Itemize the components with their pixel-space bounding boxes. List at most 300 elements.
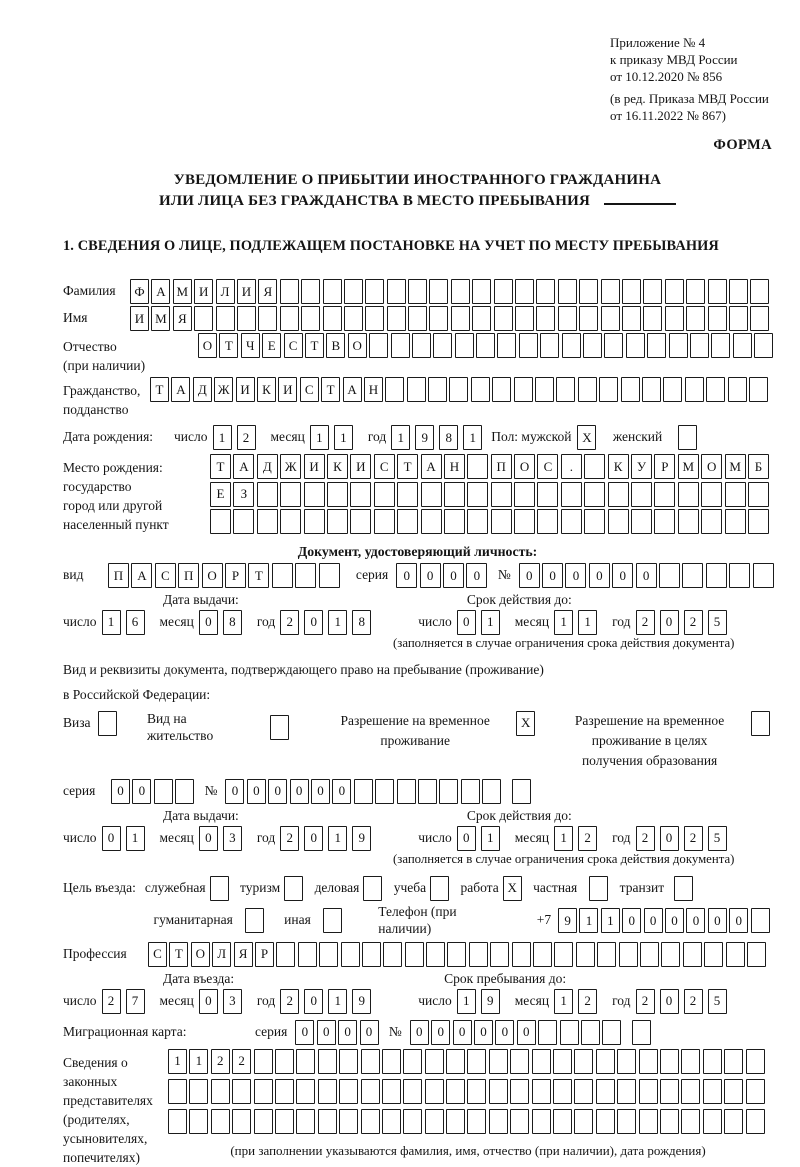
char-cell[interactable] [397,482,418,507]
char-cell[interactable]: 2 [636,610,655,635]
char-cell[interactable] [596,1109,615,1134]
char-cell[interactable] [661,942,680,967]
char-cell[interactable] [724,1109,743,1134]
char-cell[interactable] [467,1079,486,1104]
char-cell[interactable]: 0 [466,563,487,588]
char-cell[interactable] [601,306,620,331]
char-cell[interactable]: 0 [443,563,464,588]
char-cell[interactable]: 0 [304,989,323,1014]
char-cell[interactable] [514,509,535,534]
char-cell[interactable] [491,482,512,507]
char-cell[interactable] [365,279,384,304]
char-cell[interactable] [304,482,325,507]
char-cell[interactable]: 2 [237,425,256,450]
char-cell[interactable] [382,1079,401,1104]
char-cell[interactable] [512,942,531,967]
char-cell[interactable] [639,1079,658,1104]
char-cell[interactable] [383,942,402,967]
char-cell[interactable]: 9 [352,989,371,1014]
char-cell[interactable] [643,279,662,304]
char-cell[interactable]: 2 [211,1049,230,1074]
char-cell[interactable] [726,942,745,967]
char-cell[interactable]: О [198,333,217,358]
char-cell[interactable] [746,1049,765,1074]
char-cell[interactable]: 0 [199,826,218,851]
char-cell[interactable] [467,1049,486,1074]
char-cell[interactable]: 2 [684,826,703,851]
char-cell[interactable] [750,306,769,331]
char-cell[interactable] [469,942,488,967]
char-cell[interactable] [403,1109,422,1134]
char-cell[interactable]: М [151,306,170,331]
char-cell[interactable]: И [236,377,255,402]
char-cell[interactable]: Р [255,942,274,967]
char-cell[interactable]: А [421,454,442,479]
char-cell[interactable]: 1 [554,826,573,851]
char-cell[interactable] [663,377,682,402]
char-cell[interactable]: 0 [660,989,679,1014]
char-cell[interactable] [669,333,688,358]
char-cell[interactable] [701,509,722,534]
char-cell[interactable] [385,377,404,402]
char-cell[interactable] [296,1079,315,1104]
char-cell[interactable]: 1 [554,989,573,1014]
char-cell[interactable]: Я [258,279,277,304]
char-cell[interactable] [232,1079,251,1104]
char-cell[interactable]: 0 [660,610,679,635]
char-cell[interactable] [510,1079,529,1104]
char-cell[interactable]: 2 [684,610,703,635]
char-cell[interactable] [189,1109,208,1134]
char-cell[interactable]: 1 [328,610,347,635]
char-cell[interactable]: 0 [199,610,218,635]
char-cell[interactable] [681,1079,700,1104]
char-cell[interactable]: Л [212,942,231,967]
char-cell[interactable]: 1 [601,908,620,933]
char-cell[interactable]: 1 [126,826,145,851]
char-cell[interactable] [425,1049,444,1074]
char-cell[interactable] [750,279,769,304]
char-cell[interactable] [660,1079,679,1104]
char-cell[interactable] [660,1049,679,1074]
char-cell[interactable]: А [171,377,190,402]
char-cell[interactable] [175,779,194,804]
edu-residence-checkbox-cell[interactable] [751,711,770,736]
char-cell[interactable] [327,482,348,507]
char-cell[interactable]: 0 [660,826,679,851]
char-cell[interactable]: 1 [168,1049,187,1074]
char-cell[interactable] [725,482,746,507]
char-cell[interactable] [280,279,299,304]
char-cell[interactable] [751,908,770,933]
char-cell[interactable] [599,377,618,402]
char-cell[interactable] [622,279,641,304]
char-cell[interactable]: С [148,942,167,967]
char-cell[interactable] [560,1020,579,1045]
char-cell[interactable] [318,1049,337,1074]
char-cell[interactable]: 0 [295,1020,314,1045]
char-cell[interactable] [257,509,278,534]
char-cell[interactable]: 0 [665,908,684,933]
char-cell[interactable]: 3 [223,826,242,851]
char-cell[interactable] [444,509,465,534]
char-cell[interactable] [729,563,750,588]
char-cell[interactable] [304,509,325,534]
char-cell[interactable]: Т [210,454,231,479]
char-cell[interactable]: 1 [189,1049,208,1074]
char-cell[interactable] [301,279,320,304]
char-cell[interactable] [561,509,582,534]
char-cell[interactable] [494,306,513,331]
purpose-tourism-cell[interactable] [284,876,303,901]
char-cell[interactable] [476,333,495,358]
char-cell[interactable] [339,1109,358,1134]
char-cell[interactable]: С [537,454,558,479]
char-cell[interactable]: 9 [481,989,500,1014]
char-cell[interactable] [746,1079,765,1104]
char-cell[interactable] [455,333,474,358]
char-cell[interactable] [301,306,320,331]
char-cell[interactable]: Н [364,377,383,402]
char-cell[interactable]: Я [234,942,253,967]
char-cell[interactable]: 1 [554,610,573,635]
char-cell[interactable] [724,1079,743,1104]
char-cell[interactable] [280,306,299,331]
char-cell[interactable]: 0 [474,1020,493,1045]
char-cell[interactable] [686,279,705,304]
char-cell[interactable] [272,563,293,588]
char-cell[interactable]: 0 [332,779,351,804]
char-cell[interactable] [318,1079,337,1104]
char-cell[interactable] [494,279,513,304]
char-cell[interactable]: 0 [420,563,441,588]
char-cell[interactable] [257,482,278,507]
char-cell[interactable] [558,279,577,304]
char-cell[interactable] [746,1109,765,1134]
char-cell[interactable]: 1 [328,989,347,1014]
char-cell[interactable]: 3 [223,989,242,1014]
char-cell[interactable] [211,1109,230,1134]
char-cell[interactable] [754,333,773,358]
char-cell[interactable] [617,1079,636,1104]
char-cell[interactable] [446,1049,465,1074]
char-cell[interactable]: Н [444,454,465,479]
char-cell[interactable] [319,942,338,967]
char-cell[interactable] [584,454,605,479]
char-cell[interactable]: Б [748,454,769,479]
char-cell[interactable] [280,482,301,507]
char-cell[interactable]: О [202,563,223,588]
char-cell[interactable] [647,333,666,358]
char-cell[interactable] [704,942,723,967]
char-cell[interactable] [708,306,727,331]
char-cell[interactable] [512,779,531,804]
char-cell[interactable] [701,482,722,507]
char-cell[interactable] [449,377,468,402]
char-cell[interactable] [654,509,675,534]
char-cell[interactable]: 2 [280,610,299,635]
char-cell[interactable]: И [194,279,213,304]
char-cell[interactable]: 0 [311,779,330,804]
char-cell[interactable] [532,1079,551,1104]
purpose-private-cell[interactable] [589,876,608,901]
char-cell[interactable] [597,942,616,967]
char-cell[interactable]: Р [225,563,246,588]
char-cell[interactable] [211,1079,230,1104]
char-cell[interactable] [584,509,605,534]
char-cell[interactable] [295,563,316,588]
char-cell[interactable] [254,1049,273,1074]
char-cell[interactable]: 8 [439,425,458,450]
char-cell[interactable]: А [131,563,152,588]
char-cell[interactable] [643,306,662,331]
char-cell[interactable] [444,482,465,507]
char-cell[interactable]: П [178,563,199,588]
char-cell[interactable]: С [284,333,303,358]
char-cell[interactable]: 2 [102,989,121,1014]
purpose-humanitarian-cell[interactable] [245,908,264,933]
char-cell[interactable]: А [151,279,170,304]
char-cell[interactable]: 0 [199,989,218,1014]
char-cell[interactable] [319,563,340,588]
char-cell[interactable] [537,509,558,534]
char-cell[interactable] [426,942,445,967]
char-cell[interactable]: 9 [558,908,577,933]
sex-male-checkbox-cell[interactable]: X [577,425,596,450]
char-cell[interactable] [596,1079,615,1104]
char-cell[interactable]: 0 [132,779,151,804]
char-cell[interactable] [350,509,371,534]
char-cell[interactable]: 1 [578,610,597,635]
char-cell[interactable] [344,279,363,304]
char-cell[interactable]: 0 [304,826,323,851]
char-cell[interactable] [631,509,652,534]
char-cell[interactable] [403,1079,422,1104]
char-cell[interactable] [327,509,348,534]
char-cell[interactable] [514,377,533,402]
char-cell[interactable] [391,333,410,358]
char-cell[interactable] [553,1079,572,1104]
char-cell[interactable] [514,482,535,507]
char-cell[interactable] [189,1079,208,1104]
char-cell[interactable] [350,482,371,507]
char-cell[interactable] [275,1049,294,1074]
char-cell[interactable]: 0 [102,826,121,851]
char-cell[interactable] [339,1049,358,1074]
char-cell[interactable] [275,1109,294,1134]
char-cell[interactable] [233,509,254,534]
char-cell[interactable] [296,1049,315,1074]
char-cell[interactable] [439,779,458,804]
char-cell[interactable]: 7 [126,989,145,1014]
char-cell[interactable] [536,279,555,304]
char-cell[interactable]: 0 [290,779,309,804]
char-cell[interactable]: 0 [247,779,266,804]
char-cell[interactable]: 0 [457,610,476,635]
char-cell[interactable] [344,306,363,331]
char-cell[interactable] [665,306,684,331]
char-cell[interactable]: И [278,377,297,402]
purpose-business-cell[interactable] [363,876,382,901]
char-cell[interactable] [556,377,575,402]
char-cell[interactable] [554,942,573,967]
char-cell[interactable]: 0 [410,1020,429,1045]
char-cell[interactable]: 1 [579,908,598,933]
char-cell[interactable] [382,1049,401,1074]
char-cell[interactable]: Ч [241,333,260,358]
char-cell[interactable]: 0 [729,908,748,933]
char-cell[interactable]: 2 [578,826,597,851]
char-cell[interactable] [275,1079,294,1104]
char-cell[interactable] [298,942,317,967]
char-cell[interactable] [403,1049,422,1074]
char-cell[interactable] [341,942,360,967]
char-cell[interactable] [601,279,620,304]
char-cell[interactable] [690,333,709,358]
char-cell[interactable] [640,942,659,967]
char-cell[interactable] [553,1109,572,1134]
sex-female-checkbox-cell[interactable] [678,425,697,450]
char-cell[interactable] [748,482,769,507]
char-cell[interactable] [467,454,488,479]
char-cell[interactable] [678,509,699,534]
char-cell[interactable] [703,1109,722,1134]
char-cell[interactable]: 5 [708,989,727,1014]
char-cell[interactable]: 0 [338,1020,357,1045]
char-cell[interactable] [451,279,470,304]
char-cell[interactable]: О [191,942,210,967]
char-cell[interactable]: 9 [352,826,371,851]
char-cell[interactable]: 1 [457,989,476,1014]
char-cell[interactable]: М [173,279,192,304]
char-cell[interactable] [711,333,730,358]
char-cell[interactable]: У [631,454,652,479]
char-cell[interactable] [659,563,680,588]
char-cell[interactable]: Е [210,482,231,507]
char-cell[interactable] [375,779,394,804]
char-cell[interactable]: 1 [481,826,500,851]
char-cell[interactable] [451,306,470,331]
char-cell[interactable]: 1 [481,610,500,635]
char-cell[interactable]: 0 [495,1020,514,1045]
char-cell[interactable] [561,482,582,507]
char-cell[interactable] [361,1109,380,1134]
char-cell[interactable] [374,509,395,534]
char-cell[interactable]: С [374,454,395,479]
char-cell[interactable]: Т [219,333,238,358]
char-cell[interactable]: Е [262,333,281,358]
char-cell[interactable] [446,1079,465,1104]
char-cell[interactable]: К [327,454,348,479]
char-cell[interactable]: Ж [280,454,301,479]
char-cell[interactable]: А [343,377,362,402]
char-cell[interactable] [632,1020,651,1045]
char-cell[interactable]: 6 [126,610,145,635]
char-cell[interactable] [280,509,301,534]
char-cell[interactable] [747,942,766,967]
char-cell[interactable]: 9 [415,425,434,450]
char-cell[interactable] [576,942,595,967]
char-cell[interactable] [579,306,598,331]
char-cell[interactable] [408,279,427,304]
char-cell[interactable]: И [350,454,371,479]
char-cell[interactable] [467,482,488,507]
char-cell[interactable]: 0 [612,563,633,588]
char-cell[interactable] [519,333,538,358]
temp-residence-checkbox-cell[interactable]: X [516,711,535,736]
char-cell[interactable]: 0 [396,563,417,588]
char-cell[interactable]: Л [216,279,235,304]
char-cell[interactable] [510,1109,529,1134]
char-cell[interactable] [361,1079,380,1104]
char-cell[interactable]: 2 [578,989,597,1014]
char-cell[interactable] [678,482,699,507]
char-cell[interactable] [579,279,598,304]
char-cell[interactable]: 0 [457,826,476,851]
char-cell[interactable]: 0 [268,779,287,804]
char-cell[interactable]: И [130,306,149,331]
char-cell[interactable] [596,1049,615,1074]
char-cell[interactable]: К [608,454,629,479]
char-cell[interactable] [467,509,488,534]
char-cell[interactable]: 2 [684,989,703,1014]
char-cell[interactable] [382,1109,401,1134]
char-cell[interactable] [254,1109,273,1134]
char-cell[interactable] [583,333,602,358]
char-cell[interactable]: А [233,454,254,479]
char-cell[interactable]: Т [169,942,188,967]
char-cell[interactable] [538,1020,557,1045]
char-cell[interactable]: О [514,454,535,479]
char-cell[interactable]: 2 [280,989,299,1014]
char-cell[interactable]: Я [173,306,192,331]
char-cell[interactable] [681,1049,700,1074]
char-cell[interactable] [749,377,768,402]
char-cell[interactable]: М [725,454,746,479]
char-cell[interactable]: 0 [225,779,244,804]
char-cell[interactable] [412,333,431,358]
char-cell[interactable] [682,563,703,588]
char-cell[interactable] [362,942,381,967]
char-cell[interactable]: С [300,377,319,402]
char-cell[interactable] [602,1020,621,1045]
char-cell[interactable]: 0 [111,779,130,804]
char-cell[interactable] [617,1049,636,1074]
char-cell[interactable] [604,333,623,358]
char-cell[interactable]: О [348,333,367,358]
char-cell[interactable] [681,1109,700,1134]
char-cell[interactable]: 5 [708,826,727,851]
char-cell[interactable]: П [491,454,512,479]
char-cell[interactable]: 2 [232,1049,251,1074]
char-cell[interactable] [397,779,416,804]
char-cell[interactable] [467,1109,486,1134]
char-cell[interactable] [210,509,231,534]
char-cell[interactable] [446,1109,465,1134]
char-cell[interactable]: Т [305,333,324,358]
char-cell[interactable] [622,306,641,331]
char-cell[interactable] [472,306,491,331]
char-cell[interactable] [374,482,395,507]
char-cell[interactable] [405,942,424,967]
char-cell[interactable] [429,279,448,304]
char-cell[interactable] [642,377,661,402]
char-cell[interactable]: Ф [130,279,149,304]
char-cell[interactable]: М [678,454,699,479]
char-cell[interactable] [296,1109,315,1134]
char-cell[interactable] [617,1109,636,1134]
char-cell[interactable] [472,279,491,304]
